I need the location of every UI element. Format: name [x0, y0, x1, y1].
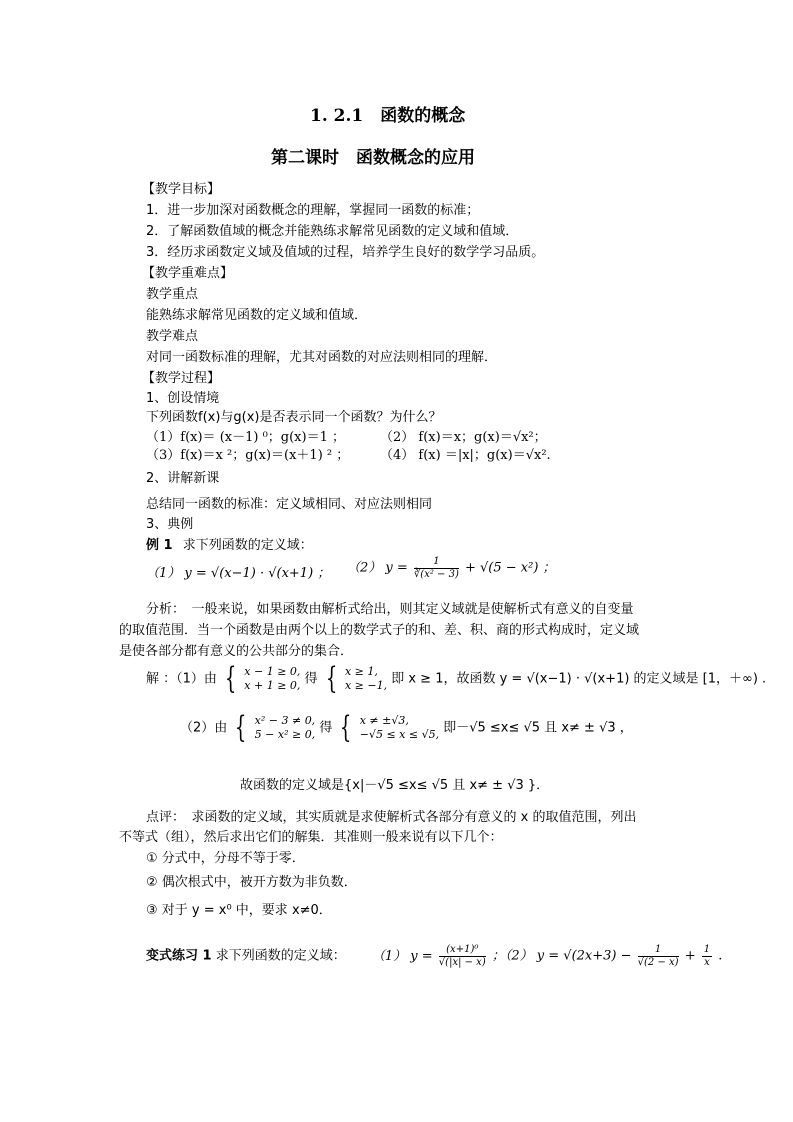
solution-2-result: 故函数的定义域是{x|－√5 ≤x≤ √5 且 x≠ ± √3 }． — [240, 778, 550, 793]
system-line: x ≠ ±√3, — [359, 713, 409, 727]
solution-2-prefix: （2）由 — [180, 720, 228, 736]
system-line: x ≥ 1, — [344, 664, 378, 678]
example-heading — [146, 539, 313, 552]
solution-2-system-a — [255, 714, 316, 743]
system-line: x + 1 ≥ 0, — [244, 679, 301, 692]
comment-line-1: 点评： 求函数的定义域，其实质就是求使解析式各部分有意义的 x 的取值范围，列出 — [146, 810, 637, 825]
left-brace-icon: { — [340, 710, 352, 745]
question-item-1: （1）f(x)＝ (x－1) ⁰；g(x)＝1 ； — [146, 430, 345, 445]
fraction-denominator: ∛(x² − 3) — [413, 568, 459, 580]
key-label: 教学重点 — [146, 287, 199, 302]
solution-2 — [180, 710, 633, 745]
goal-item-1: 1．进一步加深对函数概念的理解，掌握同一函数的标准； — [146, 203, 480, 218]
solution-1-prefix: 解 ：（1）由 — [146, 671, 217, 687]
example-item-2-suffix: + √(5 − x²) ； — [464, 560, 556, 576]
goal-item-2: 2．了解函数值域的概念并能熟练求解常见函数的定义域和值域． — [146, 224, 519, 239]
difficulty-label: 教学难点 — [146, 329, 199, 344]
solution-2-get: 得 — [319, 720, 333, 736]
analysis-line-2: 的取值范围．当一个函数是由两个以上的数学式子的和、差、积、商的形式构成时，定义域 — [119, 623, 640, 638]
process-heading: 【教学过程】 — [142, 371, 221, 386]
summary-text: 总结同一函数的标准：定义域相同、对应法则相同 — [146, 497, 433, 512]
fraction-numerator: (x+1)⁰ — [439, 944, 486, 957]
page-subtitle: 第二课时 函数概念的应用 — [271, 148, 475, 168]
analysis-line-1: 分析： 一般来说，如果函数由解析式给出，则其定义域就是使解析式有意义的自变量 — [146, 602, 634, 617]
fraction-denominator: x — [704, 956, 710, 968]
goals-heading: 【教学目标】 — [142, 182, 221, 197]
goal-item-3: 3．经历求函数定义域及值域的过程，培养学生良好的数学学习品质。 — [146, 245, 545, 260]
solution-1-get: 得 — [304, 671, 318, 687]
practice-item-2-prefix: ；（2） y = √(2x+3) − — [491, 948, 632, 964]
example-item-1: （1） y = √(x−1) · √(x+1) ； — [146, 566, 331, 581]
solution-1-system-b — [345, 665, 387, 694]
practice-text: 求下列函数的定义域： — [215, 948, 346, 964]
question-text: 下列函数f(x)与g(x)是否表示同一个函数？为什么？ — [146, 410, 442, 425]
left-brace-icon: { — [224, 661, 237, 696]
left-brace-icon: { — [325, 661, 337, 696]
example-label: 例 1 — [146, 538, 173, 553]
fraction-numerator: 1 — [703, 944, 711, 955]
example-item-2 — [347, 556, 556, 580]
section-3-title: 3、典例 — [146, 517, 194, 532]
practice — [146, 944, 722, 968]
practice-end: . — [718, 948, 723, 964]
question-item-3: （3）f(x)＝x ²；g(x)＝(x＋1) ² ； — [146, 448, 350, 463]
practice-item-2-fraction — [638, 944, 679, 968]
practice-item-2-fraction-2 — [702, 944, 712, 968]
practice-item-1-prefix: （1） y = — [371, 948, 433, 964]
solution-2-system-b — [360, 714, 439, 743]
comment-rule-2: ② 偶次根式中，被开方数为非负数． — [146, 875, 357, 890]
difficulty-text: 对同一函数标准的理解，尤其对函数的对应法则相同的理解． — [146, 350, 498, 365]
comment-rule-3: ③ 对于 y = x⁰ 中，要求 x≠0． — [146, 903, 332, 918]
analysis-line-3: 是使各部分都有意义的公共部分的集合． — [119, 644, 354, 659]
solution-1-suffix: 即 x ≥ 1，故函数 y = √(x−1) · √(x+1) 的定义域是 [1，＋∞) . — [391, 671, 767, 687]
system-line: 5 − x² ≥ 0, — [254, 728, 316, 741]
solution-2-suffix: 即－√5 ≤x≤ √5 且 x≠ ± √3 ， — [443, 720, 633, 736]
question-item-2: （2） f(x)＝x；g(x)＝√x²； — [380, 430, 547, 445]
section-2-title: 2、讲解新课 — [146, 471, 220, 486]
solution-1-system-a — [244, 665, 300, 694]
practice-item-2-plus: + — [684, 948, 696, 964]
fraction-denominator: √(2 − x) — [637, 956, 679, 968]
example-item-2-prefix: （2） y = — [347, 560, 408, 576]
question-item-4: （4） f(x) ＝|x|；g(x)＝√x². — [380, 448, 551, 463]
section-1-title: 1、创设情境 — [146, 391, 220, 406]
practice-item-1-fraction — [439, 944, 486, 968]
example-item-2-fraction — [414, 556, 459, 580]
system-line: −√5 ≤ x ≤ √5, — [359, 728, 440, 741]
page-title: 1. 2.1 函数的概念 — [310, 106, 466, 126]
solution-1 — [146, 661, 767, 696]
fraction-denominator: √(|x| − x) — [438, 956, 486, 968]
fraction-numerator: 1 — [638, 944, 679, 957]
system-line: x² − 3 ≠ 0, — [254, 713, 316, 727]
system-line: x ≥ −1, — [344, 679, 388, 692]
practice-label: 变式练习 1 — [146, 948, 212, 964]
system-line: x − 1 ≥ 0, — [244, 664, 301, 678]
key-text: 能熟练求解常见函数的定义域和值域． — [146, 308, 368, 323]
left-brace-icon: { — [235, 710, 247, 745]
comment-line-2: 不等式（组），然后求出它们的解集．其准则一般来说有以下几个： — [119, 830, 503, 845]
example-text: 求下列函数的定义域： — [182, 538, 313, 553]
fraction-numerator: 1 — [414, 556, 459, 569]
comment-rule-1: ① 分式中，分母不等于零． — [146, 851, 305, 866]
keypoints-heading: 【教学重难点】 — [142, 266, 234, 281]
